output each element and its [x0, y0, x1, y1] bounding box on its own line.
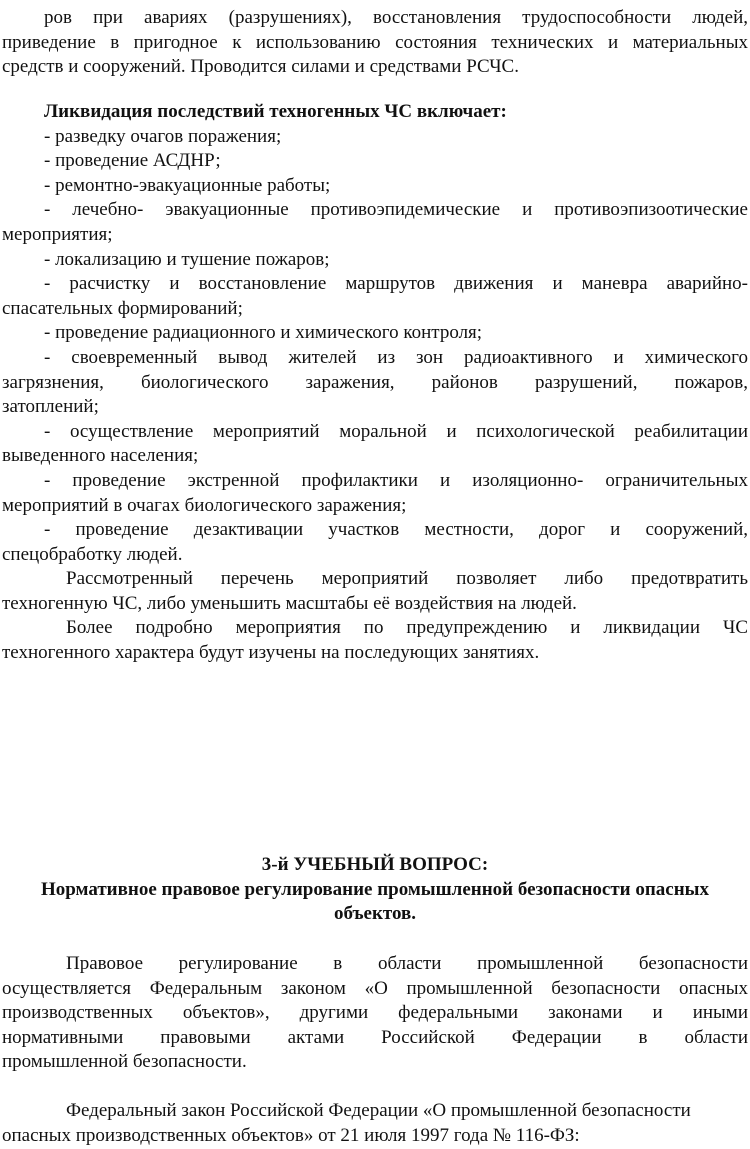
legal-paragraph-1: [2, 952, 748, 1075]
section-heading: Ликвидация последствий техногенных ЧС включает:: [44, 101, 507, 122]
list-item-cont: выведенного населения;: [2, 445, 199, 467]
list-item: - проведение АСДНР;: [44, 150, 221, 172]
question3-section: [2, 853, 748, 927]
intro-paragraph: [2, 6, 748, 80]
conclusion-line: техногенную ЧС, либо уменьшить масштабы её воздействия на людей.: [2, 592, 577, 614]
text-line: приведение в пригодное к использованию состояния технических и материальных: [2, 31, 748, 53]
text-line: промышленной безопасности.: [2, 1051, 247, 1073]
list-item: - лечебно- эвакуационные противоэпидемические и противоэпизоотические: [44, 199, 748, 221]
conclusion-line: Более подробно мероприятия по предупреждению и ликвидации ЧС: [66, 617, 748, 639]
text-line: ров при авариях (разрушениях), восстановления трудоспособности людей,: [44, 7, 748, 28]
list-item-cont: мероприятия;: [2, 223, 113, 245]
list-item-cont: мероприятий в очагах биологического заражения;: [2, 494, 407, 516]
text-line: Федеральный закон Российской Федерации «О промышленной безопасности: [66, 1100, 691, 1121]
text-line: Правовое регулирование в области промышленной безопасности: [66, 953, 748, 974]
liquidation-section: [2, 100, 748, 666]
text-line: средств и сооружений. Проводится силами и средствами РСЧС.: [2, 56, 519, 78]
question-title: объектов.: [333, 903, 417, 925]
list-item-cont: загрязнения, биологического заражения, районов разрушений, пожаров,: [2, 371, 748, 393]
legal-paragraph-2: [2, 1099, 748, 1148]
text-line: производственных объектов», другими федеральными законами и иными: [2, 1002, 748, 1024]
question-number: 3-й УЧЕБНЫЙ ВОПРОС:: [261, 854, 489, 875]
list-item: - проведение дезактивации участков местности, дорог и сооружений,: [44, 519, 748, 541]
list-item: - проведение радиационного и химического контроля;: [44, 322, 483, 344]
question-title: Нормативное правовое регулирование промышленной безопасности опасных: [40, 878, 710, 900]
text-line: осуществляется Федеральным законом «О промышленной безопасности опасных: [2, 977, 748, 999]
list-item-cont: спецобработку людей.: [2, 543, 183, 565]
text-line: нормативными правовыми актами Российской Федерации в области: [2, 1026, 748, 1048]
list-item: - ремонтно-эвакуационные работы;: [44, 174, 331, 196]
list-item-cont: спасательных формирований;: [2, 297, 243, 319]
list-item: - проведение экстренной профилактики и изоляционно- ограничительных: [44, 469, 748, 491]
list-item-cont: затоплений;: [2, 396, 99, 418]
conclusion-line: Рассмотренный перечень мероприятий позволяет либо предотвратить: [66, 568, 748, 590]
list-item: - своевременный вывод жителей из зон радиоактивного и химического: [44, 346, 748, 368]
list-item: - локализацию и тушение пожаров;: [44, 248, 330, 270]
list-item: - расчистку и восстановление маршрутов движения и маневра аварийно-: [44, 273, 748, 295]
list-item: - осуществление мероприятий моральной и психологической реабилитации: [44, 420, 748, 442]
list-item: - разведку очагов поражения;: [44, 125, 282, 147]
text-line: опасных производственных объектов» от 21 июля 1997 года № 116-ФЗ:: [2, 1124, 580, 1146]
conclusion-line: техногенного характера будут изучены на последующих занятиях.: [2, 642, 540, 664]
